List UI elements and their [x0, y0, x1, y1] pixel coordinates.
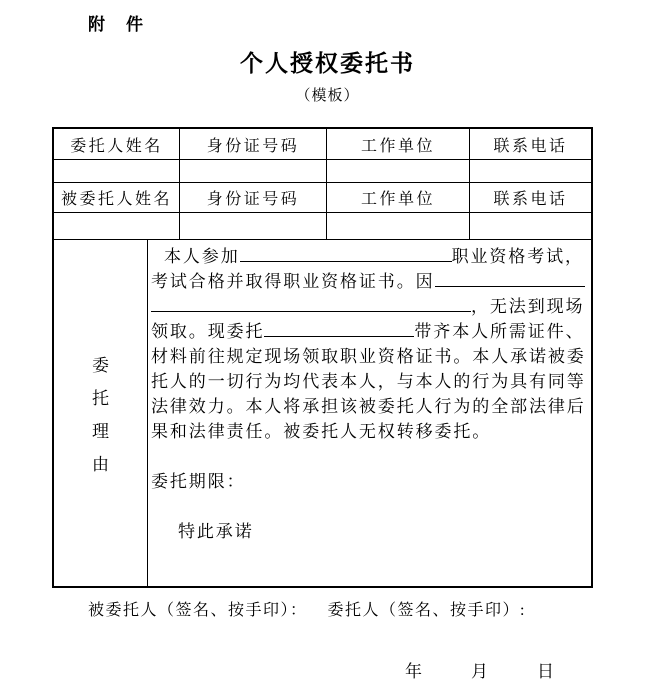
- input-cell-client-phone: [470, 160, 591, 183]
- reason-line: [151, 244, 586, 269]
- blank-underline: [264, 322, 414, 337]
- reason-line-text: 带齐本人所需证件、: [414, 322, 585, 341]
- reason-line-text: 领取。现委托: [151, 322, 265, 341]
- header-cell-id-number: 身份证号码: [180, 129, 327, 160]
- header-cell-agent-id: 身份证号码: [180, 183, 327, 213]
- doc-subtitle: （模板）: [295, 88, 360, 104]
- agent-signature-label: 被委托人（签名、按手印）：: [88, 602, 308, 619]
- input-cell-agent-unit: [327, 213, 470, 240]
- header-cell-agent-name: 被委托人姓名: [54, 183, 180, 213]
- reason-line: [151, 369, 586, 394]
- reason-line: [151, 494, 586, 519]
- info-grid: [54, 129, 591, 240]
- reason-line: [151, 444, 586, 469]
- header-cell-agent-phone: 联系电话: [470, 183, 591, 213]
- form-table: [52, 127, 593, 588]
- reason-line-text: 托人的一切行为均代表本人，与本人的行为具有同等: [151, 372, 586, 391]
- input-cell-agent-id: [180, 213, 327, 240]
- reason-line: [151, 394, 586, 419]
- reason-line-text: 考试合格并取得职业资格证书。因: [151, 272, 435, 291]
- reason-text: [148, 240, 591, 586]
- reason-line-text: 特此承诺: [178, 522, 254, 541]
- date-row: [405, 657, 554, 682]
- reason-line: [151, 319, 586, 344]
- input-cell-agent-name: [54, 213, 180, 240]
- blank-underline: [151, 297, 471, 312]
- attachment-label: 附 件: [88, 15, 145, 34]
- reason-line: [151, 469, 586, 494]
- reason-line-text: 法律效力。本人将承担该被委托人行为的全部法律后: [151, 397, 586, 416]
- input-cell-client-name: [54, 160, 180, 183]
- reason-label: [54, 240, 148, 586]
- blank-underline: [435, 272, 585, 287]
- header-cell-agent-unit: 工作单位: [327, 183, 470, 213]
- reason-label-char: 理: [92, 422, 109, 441]
- signature-row: [88, 597, 526, 620]
- client-signature-label: 委托人（签名、按手印）:: [327, 602, 526, 619]
- reason-label-char: 委: [92, 356, 109, 375]
- blank-underline: [240, 247, 452, 262]
- reason-line: [151, 294, 586, 319]
- input-cell-client-id: [180, 160, 327, 183]
- reason-line-text: 本人参加: [164, 247, 240, 266]
- date-day-label: 日: [537, 662, 554, 681]
- date-year-label: 年: [405, 662, 422, 681]
- reason-line: [151, 344, 586, 369]
- input-cell-agent-phone: [470, 213, 591, 240]
- reason-line-text: 果和法律责任。被委托人无权转移委托。: [151, 422, 492, 441]
- reason-label-char: 托: [92, 389, 109, 408]
- reason-line-text: ，无法到现场: [471, 297, 585, 316]
- header-cell-phone: 联系电话: [470, 129, 591, 160]
- input-cell-client-unit: [327, 160, 470, 183]
- reason-line-text: 职业资格考试，: [451, 247, 584, 266]
- date-month-label: 月: [471, 662, 488, 681]
- doc-title: 个人授权委托书: [240, 51, 415, 76]
- reason-line-text: 委托期限：: [151, 472, 246, 491]
- reason-line: [151, 269, 586, 294]
- reason-row: [54, 240, 591, 586]
- header-cell-client-name: 委托人姓名: [54, 129, 180, 160]
- reason-line: [151, 419, 586, 444]
- reason-label-char: 由: [92, 455, 109, 474]
- header-cell-work-unit: 工作单位: [327, 129, 470, 160]
- reason-line: [151, 519, 586, 544]
- reason-line-text: 材料前往规定现场领取职业资格证书。本人承诺被委: [151, 347, 586, 366]
